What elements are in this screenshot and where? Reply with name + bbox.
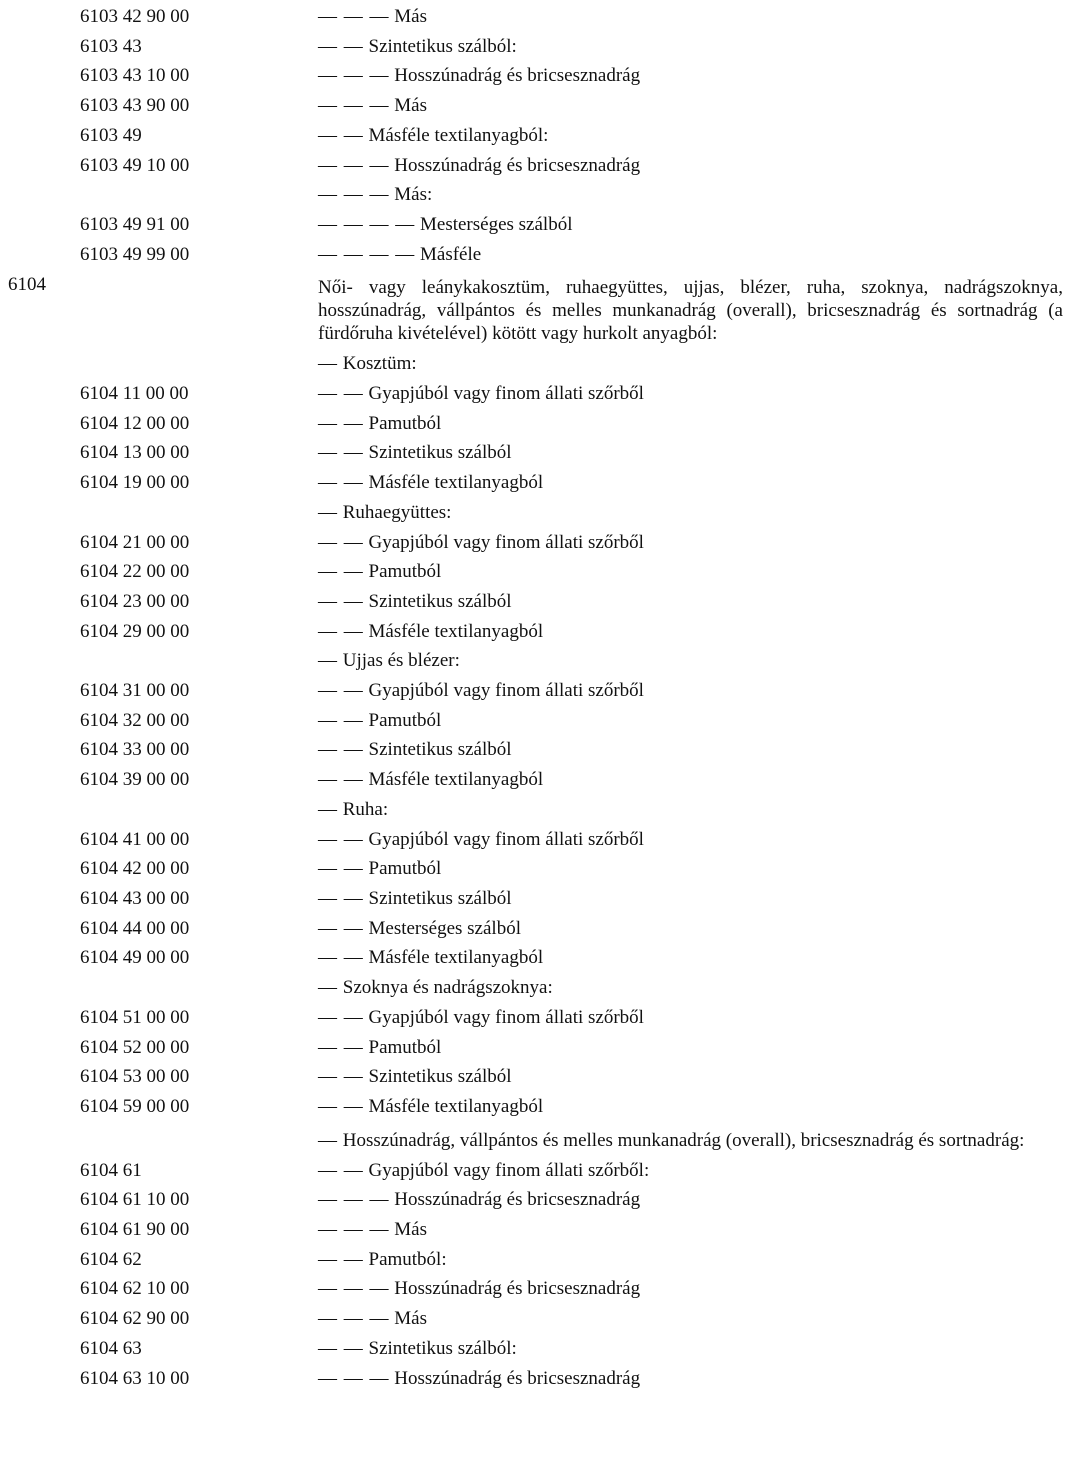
description-text: Hosszúnadrág és bricsesznadrág bbox=[394, 154, 641, 176]
tariff-description bbox=[318, 349, 1063, 379]
tariff-row bbox=[0, 438, 1063, 468]
description-text: Ruha: bbox=[342, 798, 389, 820]
indent-dashes: — — bbox=[318, 1066, 364, 1088]
description-text: Hosszúnadrág és bricsesznadrág bbox=[394, 1189, 641, 1211]
tariff-row bbox=[0, 121, 1063, 151]
description-text: Ruhaegyüttes: bbox=[342, 501, 452, 523]
tariff-code: 6104 59 00 00 bbox=[80, 1095, 190, 1117]
indent-dashes: — — bbox=[318, 1036, 364, 1058]
indent-dashes: — — bbox=[318, 680, 364, 702]
description-text: Kosztüm: bbox=[342, 353, 417, 375]
tariff-code: 6104 63 10 00 bbox=[80, 1367, 190, 1389]
tariff-row bbox=[0, 795, 1063, 825]
tariff-row bbox=[0, 379, 1063, 409]
indent-dashes: — — bbox=[318, 590, 364, 612]
tariff-row bbox=[0, 1122, 1063, 1156]
description-text: Másféle textilanyagból bbox=[368, 620, 544, 642]
tariff-description bbox=[318, 943, 1063, 973]
indent-dashes: — — — — bbox=[318, 213, 416, 235]
tariff-code: 6104 32 00 00 bbox=[80, 709, 190, 731]
description-text: Szoknya és nadrágszoknya: bbox=[342, 977, 553, 999]
tariff-row bbox=[0, 943, 1063, 973]
description-text: Gyapjúból vagy finom állati szőrből bbox=[368, 828, 644, 850]
tariff-code: 6104 12 00 00 bbox=[80, 412, 190, 434]
tariff-description bbox=[318, 468, 1063, 498]
tariff-row bbox=[0, 1364, 1063, 1394]
indent-dashes: — — bbox=[318, 1159, 364, 1181]
indent-dashes: — — bbox=[318, 709, 364, 731]
tariff-description bbox=[318, 210, 1063, 240]
indent-dashes: — — — — bbox=[318, 243, 416, 265]
tariff-row bbox=[0, 1304, 1063, 1334]
tariff-row bbox=[0, 1215, 1063, 1245]
tariff-description bbox=[318, 240, 1063, 270]
description-text: Pamutból bbox=[368, 1036, 442, 1058]
indent-dashes: — — bbox=[318, 383, 364, 405]
tariff-description bbox=[318, 735, 1063, 765]
tariff-row bbox=[0, 2, 1063, 32]
tariff-code: 6104 22 00 00 bbox=[80, 561, 190, 583]
tariff-row bbox=[0, 1033, 1063, 1063]
tariff-description bbox=[318, 1274, 1063, 1304]
indent-dashes: — — — bbox=[318, 154, 390, 176]
tariff-description bbox=[318, 1156, 1063, 1186]
description-text: Pamutból bbox=[368, 412, 442, 434]
tariff-row bbox=[0, 765, 1063, 795]
tariff-code: 6104 33 00 00 bbox=[80, 739, 190, 761]
tariff-description bbox=[318, 1092, 1063, 1122]
indent-dashes: — — bbox=[318, 442, 364, 464]
indent-dashes: — — — bbox=[318, 1367, 390, 1389]
tariff-row bbox=[0, 646, 1063, 676]
indent-dashes: — — bbox=[318, 561, 364, 583]
tariff-row bbox=[0, 1185, 1063, 1215]
tariff-description bbox=[318, 1304, 1063, 1334]
tariff-description bbox=[318, 706, 1063, 736]
description-text: Másféle textilanyagból: bbox=[368, 124, 549, 146]
description-text: Gyapjúból vagy finom állati szőrből bbox=[368, 383, 644, 405]
tariff-row bbox=[0, 617, 1063, 647]
tariff-code: 6104 49 00 00 bbox=[80, 947, 190, 969]
tariff-code: 6104 41 00 00 bbox=[80, 828, 190, 850]
tariff-description bbox=[318, 1033, 1063, 1063]
tariff-row bbox=[0, 914, 1063, 944]
indent-dashes: — — bbox=[318, 1006, 364, 1028]
tariff-row bbox=[0, 269, 1063, 349]
tariff-description bbox=[318, 180, 1063, 210]
tariff-description bbox=[318, 438, 1063, 468]
tariff-row bbox=[0, 1334, 1063, 1364]
tariff-row bbox=[0, 735, 1063, 765]
indent-dashes: — bbox=[318, 1129, 338, 1151]
indent-dashes: — — bbox=[318, 620, 364, 642]
indent-dashes: — — bbox=[318, 531, 364, 553]
tariff-row bbox=[0, 180, 1063, 210]
heading-number: 6104 bbox=[8, 274, 46, 296]
tariff-description bbox=[318, 1062, 1063, 1092]
tariff-description bbox=[318, 498, 1063, 528]
indent-dashes: — — bbox=[318, 887, 364, 909]
description-text: Gyapjúból vagy finom állati szőrből: bbox=[368, 1159, 650, 1181]
description-text: Más bbox=[394, 95, 427, 117]
tariff-code: 6103 42 90 00 bbox=[80, 6, 190, 27]
indent-dashes: — bbox=[318, 353, 338, 375]
tariff-code: 6104 31 00 00 bbox=[80, 680, 190, 702]
description-text: Más bbox=[394, 1308, 427, 1330]
description-text: Pamutból bbox=[368, 858, 442, 880]
tariff-row bbox=[0, 587, 1063, 617]
tariff-row bbox=[0, 676, 1063, 706]
tariff-description bbox=[318, 587, 1063, 617]
description-text: Hosszúnadrág és bricsesznadrág bbox=[394, 1278, 641, 1300]
description-text: Pamutból: bbox=[368, 1248, 447, 1270]
tariff-code: 6103 43 90 00 bbox=[80, 95, 190, 117]
tariff-row bbox=[0, 825, 1063, 855]
tariff-description bbox=[318, 1334, 1063, 1364]
tariff-code: 6104 51 00 00 bbox=[80, 1006, 190, 1028]
tariff-code: 6104 29 00 00 bbox=[80, 620, 190, 642]
tariff-code: 6104 43 00 00 bbox=[80, 887, 190, 909]
tariff-row bbox=[0, 1156, 1063, 1186]
indent-dashes: — bbox=[318, 650, 338, 672]
tariff-description bbox=[318, 1185, 1063, 1215]
description-text: Szintetikus szálból: bbox=[368, 1337, 517, 1359]
tariff-row bbox=[0, 349, 1063, 379]
description-text: Hosszúnadrág és bricsesznadrág bbox=[394, 1367, 641, 1389]
tariff-code: 6104 23 00 00 bbox=[80, 590, 190, 612]
tariff-description bbox=[318, 1215, 1063, 1245]
tariff-description bbox=[318, 528, 1063, 558]
tariff-description bbox=[318, 854, 1063, 884]
tariff-description bbox=[318, 646, 1063, 676]
description-text: Szintetikus szálból bbox=[368, 1066, 512, 1088]
indent-dashes: — — bbox=[318, 1337, 364, 1359]
description-text: Más bbox=[394, 1219, 427, 1241]
tariff-row bbox=[0, 409, 1063, 439]
indent-dashes: — — — bbox=[318, 184, 390, 206]
tariff-row bbox=[0, 528, 1063, 558]
tariff-row bbox=[0, 973, 1063, 1003]
tariff-code: 6103 43 10 00 bbox=[80, 65, 190, 87]
tariff-code: 6103 49 10 00 bbox=[80, 154, 190, 176]
indent-dashes: — — — bbox=[318, 1219, 390, 1241]
tariff-description bbox=[318, 884, 1063, 914]
description-text: Szintetikus szálból bbox=[368, 887, 512, 909]
description-text: Hosszúnadrág, vállpántos és melles munkanadrág (overall), bricsesznadrág és sortnadrág: bbox=[342, 1129, 1025, 1151]
description-text: Más bbox=[394, 6, 427, 27]
tariff-description bbox=[318, 795, 1063, 825]
tariff-description bbox=[318, 61, 1063, 91]
indent-dashes: — — bbox=[318, 769, 364, 791]
indent-dashes: — — — bbox=[318, 6, 390, 27]
tariff-code: 6104 39 00 00 bbox=[80, 769, 190, 791]
tariff-description bbox=[318, 121, 1063, 151]
description-text: Másféle textilanyagból bbox=[368, 1095, 544, 1117]
tariff-description bbox=[318, 409, 1063, 439]
tariff-row bbox=[0, 884, 1063, 914]
description-text: Másféle textilanyagból bbox=[368, 769, 544, 791]
tariff-code: 6104 63 bbox=[80, 1337, 142, 1359]
indent-dashes: — — — bbox=[318, 1189, 390, 1211]
tariff-row bbox=[0, 240, 1063, 270]
description-text: Női- vagy leánykakosztüm, ruhaegyüttes, ujjas, blézer, ruha, szoknya, nadrágszoknya, hosszúnadrág, vállpántos és melles munkanadrág (overall), bricsesznadrág és sortnadrág (a fürdőruha kivételével) kötött vagy hurkolt anyagból: bbox=[318, 277, 1063, 345]
tariff-description bbox=[318, 676, 1063, 706]
tariff-row bbox=[0, 1274, 1063, 1304]
tariff-row bbox=[0, 468, 1063, 498]
tariff-description bbox=[318, 973, 1063, 1003]
indent-dashes: — bbox=[318, 798, 338, 820]
indent-dashes: — bbox=[318, 977, 338, 999]
indent-dashes: — — bbox=[318, 917, 364, 939]
indent-dashes: — — — bbox=[318, 65, 390, 87]
description-text: Másféle bbox=[420, 243, 482, 265]
indent-dashes: — — — bbox=[318, 1278, 390, 1300]
tariff-code: 6104 62 90 00 bbox=[80, 1308, 190, 1330]
tariff-code: 6103 49 99 00 bbox=[80, 243, 190, 265]
indent-dashes: — — bbox=[318, 412, 364, 434]
indent-dashes: — — bbox=[318, 1248, 364, 1270]
tariff-description bbox=[318, 825, 1063, 855]
tariff-code: 6104 13 00 00 bbox=[80, 442, 190, 464]
description-text: Gyapjúból vagy finom állati szőrből bbox=[368, 531, 644, 553]
tariff-code: 6104 61 bbox=[80, 1159, 142, 1181]
tariff-row bbox=[0, 32, 1063, 62]
tariff-row bbox=[0, 1062, 1063, 1092]
tariff-description bbox=[318, 617, 1063, 647]
tariff-code: 6104 52 00 00 bbox=[80, 1036, 190, 1058]
tariff-row bbox=[0, 210, 1063, 240]
indent-dashes: — — bbox=[318, 947, 364, 969]
indent-dashes: — — bbox=[318, 828, 364, 850]
tariff-code: 6104 19 00 00 bbox=[80, 472, 190, 494]
tariff-description bbox=[318, 91, 1063, 121]
description-text: Pamutból bbox=[368, 561, 442, 583]
tariff-code: 6104 61 90 00 bbox=[80, 1219, 190, 1241]
description-text: Szintetikus szálból bbox=[368, 442, 512, 464]
tariff-code: 6104 62 10 00 bbox=[80, 1278, 190, 1300]
tariff-row bbox=[0, 61, 1063, 91]
tariff-code: 6104 62 bbox=[80, 1248, 142, 1270]
tariff-code-list bbox=[0, 2, 1063, 1393]
description-text: Szintetikus szálból bbox=[368, 739, 512, 761]
indent-dashes: — — bbox=[318, 1095, 364, 1117]
tariff-description bbox=[318, 765, 1063, 795]
tariff-code: 6104 53 00 00 bbox=[80, 1066, 190, 1088]
tariff-row bbox=[0, 1003, 1063, 1033]
tariff-code: 6103 49 bbox=[80, 124, 142, 146]
tariff-description bbox=[318, 273, 1063, 345]
indent-dashes: — — — bbox=[318, 95, 390, 117]
tariff-row bbox=[0, 1245, 1063, 1275]
description-text: Másféle textilanyagból bbox=[368, 472, 544, 494]
tariff-code: 6103 43 bbox=[80, 35, 142, 57]
indent-dashes: — bbox=[318, 501, 338, 523]
description-text: Gyapjúból vagy finom állati szőrből bbox=[368, 680, 644, 702]
description-text: Ujjas és blézer: bbox=[342, 650, 460, 672]
tariff-description bbox=[318, 2, 1063, 32]
indent-dashes: — — bbox=[318, 35, 364, 57]
tariff-code: 6104 21 00 00 bbox=[80, 531, 190, 553]
tariff-description bbox=[318, 557, 1063, 587]
tariff-description bbox=[318, 1364, 1063, 1394]
description-text: Gyapjúból vagy finom állati szőrből bbox=[368, 1006, 644, 1028]
tariff-row bbox=[0, 706, 1063, 736]
tariff-code: 6104 42 00 00 bbox=[80, 858, 190, 880]
tariff-description bbox=[318, 1245, 1063, 1275]
description-text: Szintetikus szálból: bbox=[368, 35, 517, 57]
tariff-description bbox=[318, 1003, 1063, 1033]
description-text: Mesterséges szálból bbox=[420, 213, 573, 235]
tariff-row bbox=[0, 557, 1063, 587]
tariff-row bbox=[0, 91, 1063, 121]
tariff-row bbox=[0, 498, 1063, 528]
tariff-description bbox=[318, 32, 1063, 62]
description-text: Szintetikus szálból bbox=[368, 590, 512, 612]
tariff-code: 6104 11 00 00 bbox=[80, 383, 189, 405]
indent-dashes: — — bbox=[318, 858, 364, 880]
tariff-description bbox=[318, 914, 1063, 944]
tariff-code: 6104 61 10 00 bbox=[80, 1189, 190, 1211]
description-text: Hosszúnadrág és bricsesznadrág bbox=[394, 65, 641, 87]
tariff-code: 6104 44 00 00 bbox=[80, 917, 190, 939]
indent-dashes: — — — bbox=[318, 1308, 390, 1330]
description-text: Mesterséges szálból bbox=[368, 917, 521, 939]
tariff-description bbox=[318, 1126, 1063, 1152]
tariff-row bbox=[0, 854, 1063, 884]
indent-dashes: — — bbox=[318, 739, 364, 761]
tariff-code: 6103 49 91 00 bbox=[80, 213, 190, 235]
description-text: Másféle textilanyagból bbox=[368, 947, 544, 969]
description-text: Pamutból bbox=[368, 709, 442, 731]
tariff-description bbox=[318, 151, 1063, 181]
tariff-description bbox=[318, 379, 1063, 409]
description-text: Más: bbox=[394, 184, 433, 206]
tariff-row bbox=[0, 1092, 1063, 1122]
tariff-row bbox=[0, 151, 1063, 181]
indent-dashes: — — bbox=[318, 472, 364, 494]
indent-dashes: — — bbox=[318, 124, 364, 146]
